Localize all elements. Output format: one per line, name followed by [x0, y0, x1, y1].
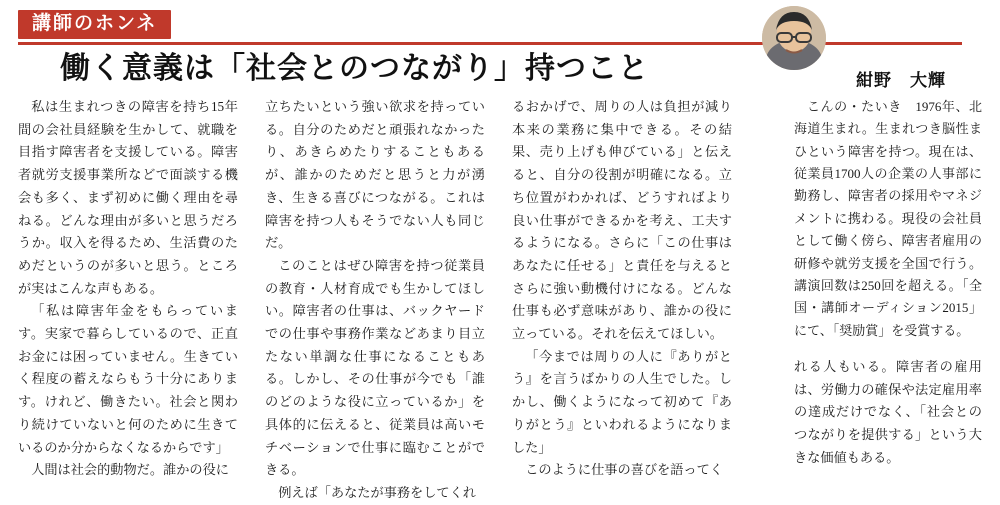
article-column-3	[512, 96, 732, 482]
portrait-photo-icon	[762, 6, 826, 70]
paragraph: 人間は社会的動物だ。誰かの役に	[31, 462, 229, 478]
paragraph: 「今までは周りの人に『ありがとう』を言うばかりの人生でした。しかし、働くようになって初めて『ありがとう』といわれるようになりました」	[512, 348, 732, 455]
article-column-1	[18, 96, 238, 482]
article-columns	[18, 96, 982, 500]
page-title: 働く意義は「社会とのつながり」持つこと	[60, 52, 649, 85]
kicker-container	[18, 10, 318, 40]
author-profile-column	[794, 96, 982, 469]
paragraph: このように仕事の喜びを語ってく	[525, 462, 723, 478]
paragraph: 私は生まれつきの障害を持ち15年間の会社員経験を生かして、就職を目指す障害者を支援している。障害者就労支援事業所などで面談する機会も多く、まず初めに働く理由を尋ねる。どんな理由が多いと思うだろうか。収入を得るため、生活費のためだというのが多いと思う。ところが実はこんな声もある。	[18, 99, 238, 296]
paragraph: れる人もいる。障害者の雇用は、労働力の確保や法定雇用率の達成だけでなく、「社会とのつながりを提供する」という大きな価値もある。	[794, 358, 982, 465]
kicker-label: 講師のホンネ	[18, 10, 171, 39]
author-profile-text: こんの・たいき 1976年、北海道生まれ。生まれつき脳性まひという障害を持つ。現在は、従業員1700人の企業の人事部に勤務し、障害者の採用やマネジメントに携わる。現役の会社員として働く傍ら、障害者雇用の研修や就労支援を全国で行う。講演回数は250回を超える。「全国・講師オーディション2015」にて、「奨励賞」を受賞する。	[794, 99, 982, 338]
paragraph: 立ちたいという強い欲求を持っている。自分のためだと頑張れなかったり、あきらめたりすることもあるが、誰かのためだと思うと力が湧き、生きる喜びにつながる。これは障害を持つ人もそうでない人も同じだ。	[265, 99, 485, 251]
paragraph: るおかげで、周りの人は負担が減り本来の業務に集中できる。その結果、売り上げも伸びている」と伝えると、自分の役割が明確になる。立ち位置がわかれば、どうすればより良い仕事ができるかを考え、工夫するようになる。さらに「この仕事はあなたに任せる」と責任を与えるとさらに強い動機付けになる。どんな仕事も必ず意味があり、誰かの役に立っている。それを伝えてほしい。	[512, 99, 732, 342]
author-byline: 紺野 大輝	[856, 71, 946, 90]
paragraph: 「私は障害年金をもらっています。実家で暮らしているので、正直お金には困っていません。生きていく程度の蓄えならもう十分にあります。けれど、働きたい。社会と関わり続けていないと何のために生きているのか分からなくなるからです」	[18, 303, 238, 455]
paragraph: 例えば「あなたが事務をしてくれ	[278, 484, 476, 500]
paragraph: このことはぜひ障害を持つ従業員の教育・人材育成でも生かしてほしい。障害者の仕事は、バックヤードでの仕事や事務作業などあまり目立たない単調な仕事になることもある。しかし、その仕事が今でも「誰のどのような役に立っているか」を具体的に伝えると、従業員は高いモチベーションで仕事に臨むことができる。	[265, 257, 485, 478]
avatar	[762, 6, 826, 70]
article-column-2	[265, 96, 485, 505]
